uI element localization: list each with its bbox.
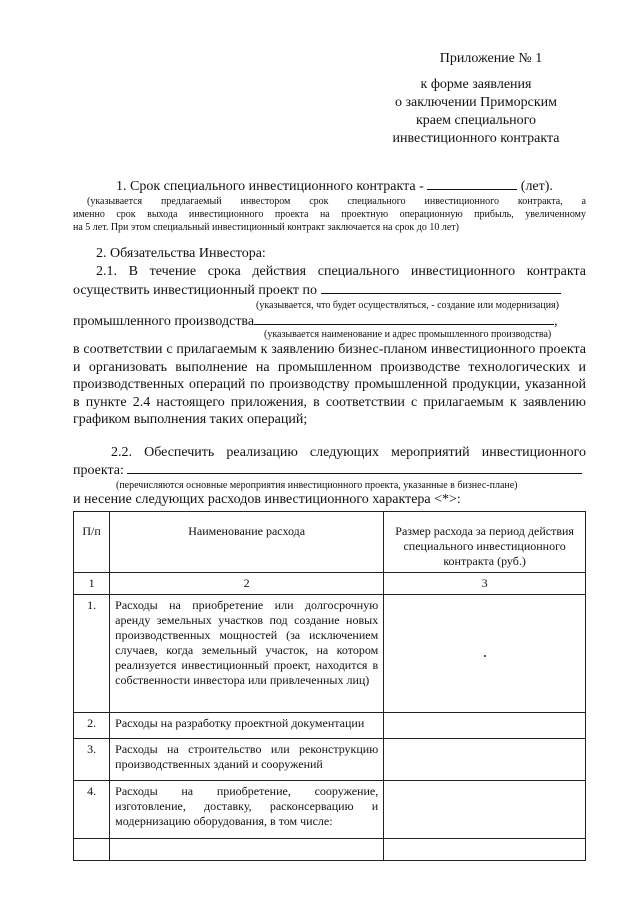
row-name: Расходы на приобретение или долгосрочную аренду земельных участков под создание новых производственных мощностей (за исключением случаев, когда земельный участок, на котором реализуется инвестиционный проект, находится в собственности инвестора или привлеченных лиц) (110, 595, 384, 713)
appendix-number: Приложение № 1 (439, 51, 543, 66)
header-line: к форме заявления (420, 77, 532, 92)
note-line: на 5 лет. При этом специальный инвестиционный контракт заключается на срок до 10 лет) (73, 222, 459, 233)
p22-text: проекта: (73, 463, 124, 478)
table-row (74, 713, 586, 739)
header-cell-amount: Размер расхода за период действия специального инвестиционного контракта (руб.) (384, 512, 586, 573)
p21-line2 (73, 281, 586, 299)
table-row (74, 739, 586, 781)
header-line: краем специального (415, 113, 537, 128)
appendix-header (376, 50, 576, 148)
p22-line1: 2.2. Обеспечить реализацию следующих мероприятий инвестиционного (111, 445, 586, 460)
expenses-table (73, 511, 586, 861)
table-row (74, 839, 586, 861)
term-paragraph (116, 177, 596, 195)
column-number-row (74, 573, 586, 595)
row-number: 2. (74, 713, 110, 739)
col-number: 2 (110, 573, 384, 595)
header-line: инвестиционного контракта (392, 131, 560, 146)
measures-input-line[interactable] (127, 461, 582, 474)
dot-mark (484, 655, 486, 657)
row-amount-cell[interactable] (384, 839, 586, 861)
section-title: 2. Обязательства Инвестора: (96, 246, 266, 261)
row-amount-cell[interactable] (384, 781, 586, 839)
production-input-line[interactable] (254, 312, 554, 325)
p22-line3: и несение следующих расходов инвестиционного характера <*>: (73, 492, 461, 507)
row-name: Расходы на разработку проектной документации (110, 713, 384, 739)
term-input-line[interactable] (427, 177, 517, 190)
col-number: 1 (74, 573, 110, 595)
row-number (74, 839, 110, 861)
note-line: (указывается предлагаемый инвестором срок специального инвестиционного контракта, а (87, 196, 586, 207)
row-amount-cell[interactable] (384, 713, 586, 739)
project-type-input-line[interactable] (321, 281, 561, 294)
header-line: о заключении Приморским (394, 95, 558, 110)
row-amount-cell[interactable] (384, 595, 586, 713)
p21-note2: (указывается наименование и адрес промышленного производства) (264, 329, 552, 340)
p22-line2 (73, 461, 586, 479)
p21-note1: (указывается, что будет осуществляться, - создание или модернизация) (256, 300, 559, 311)
col-number: 3 (384, 573, 586, 595)
table-row (74, 781, 586, 839)
p22-note: (перечисляются основные мероприятия инвестиционного проекта, указанные в бизнес-плане) (116, 480, 518, 491)
row-name: Расходы на строительство или реконструкцию производственных зданий и сооружений (110, 739, 384, 781)
row-number: 4. (74, 781, 110, 839)
p21-text: осуществить инвестиционный проект по (73, 283, 318, 298)
table-row (74, 595, 586, 713)
p21-line1: 2.1. В течение срока действия специального инвестиционного контракта (96, 264, 586, 279)
row-name: Расходы на приобретение, сооружение, изготовление, доставку, расконсервацию и модернизацию оборудования, в том числе: (110, 781, 384, 839)
table-header-row (74, 512, 586, 573)
term-note (73, 195, 586, 234)
p21-text: промышленного производства (73, 314, 255, 329)
header-cell-number: П/п (74, 512, 110, 573)
row-number: 1. (74, 595, 110, 713)
p21-comma: , (554, 314, 558, 329)
term-unit: (лет). (520, 179, 553, 194)
row-name (110, 839, 384, 861)
term-label: 1. Срок специального инвестиционного контракта - (116, 179, 424, 194)
p21-body: в соответствии с прилагаемым к заявлению бизнес-планом инвестиционного проекта и организовать выполнение на промышленном производстве технологических и производственных операций по производству промышленной продукции, указанной в пункте 2.4 настоящего приложения, в соответствии с прилагаемым к заявлению графиком выполнения таких операций; (73, 342, 586, 427)
row-number: 3. (74, 739, 110, 781)
header-cell-name: Наименование расхода (110, 512, 384, 573)
row-amount-cell[interactable] (384, 739, 586, 781)
note-line: именно срок выхода инвестиционного проекта на проектную операционную прибыль, увеличенному (73, 209, 586, 220)
